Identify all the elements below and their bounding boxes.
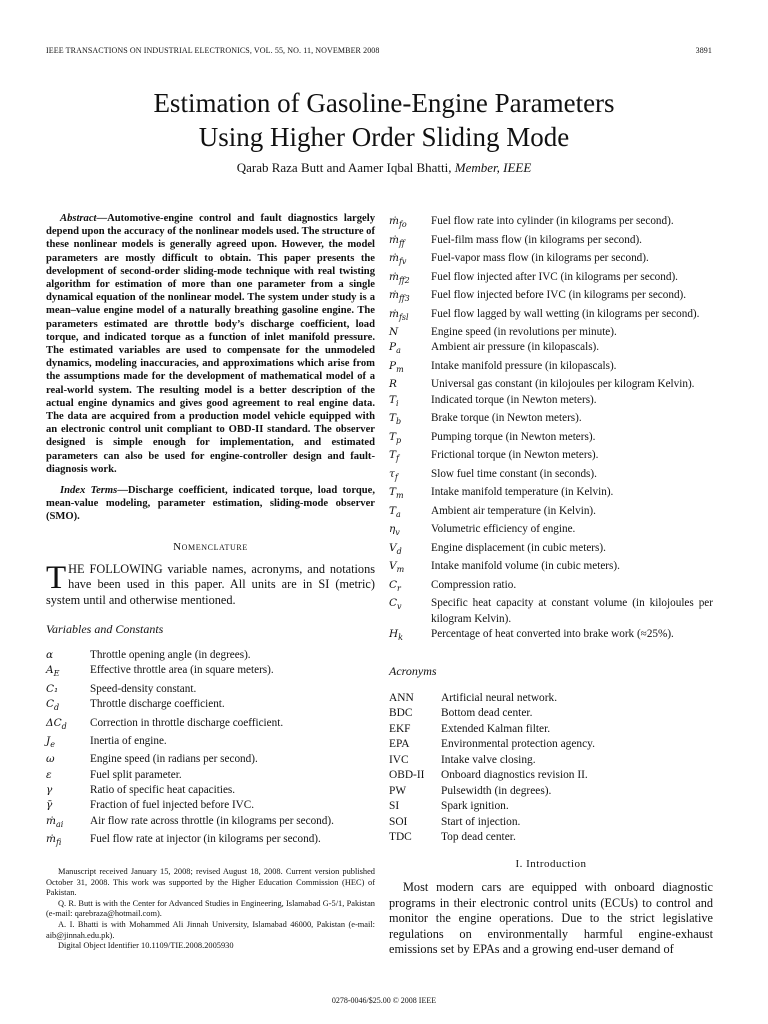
variable-symbol: R xyxy=(389,378,397,391)
nomenclature-entry xyxy=(389,559,713,578)
introduction-text: Most modern cars are equipped with onboard diagnostic programs in their electronic control units (ECUs) to control and monitor the engine operations. Due to the strict legislative regulations on environmentally harmful engine-exhaust emissions set by EPAs and a growing end-user demand of xyxy=(389,880,713,957)
acronym: BDC xyxy=(389,707,413,720)
index-terms xyxy=(46,484,375,524)
nomenclature-entry xyxy=(389,627,713,646)
variable-description: Engine speed (in revolutions per minute). xyxy=(431,326,617,338)
abstract xyxy=(46,212,375,476)
variable-description: Fraction of fuel injected before IVC. xyxy=(90,799,255,812)
variable-symbol: ṁ$_{ff}$ xyxy=(389,233,405,248)
variable-description: Volumetric efficiency of engine. xyxy=(431,523,576,536)
variable-symbol: ṁ$_{ff2}$ xyxy=(389,270,410,285)
variable-symbol: $T_m$ xyxy=(389,486,404,501)
nomenclature-entry xyxy=(46,752,375,767)
footnotes xyxy=(46,866,375,952)
variable-symbol: $\tau_f$ xyxy=(389,467,398,482)
variable-symbol: ṁ$_{fv}$ xyxy=(389,252,407,267)
title-line-1: Estimation of Gasoline-Engine Parameters xyxy=(153,88,615,118)
variable-description: Ambient air temperature (in Kelvin). xyxy=(431,504,596,517)
variable-symbol: $T_p$ xyxy=(389,430,402,445)
variable-symbol: ṁ$_{fi}$ xyxy=(46,832,62,847)
variable-description: Pumping torque (in Newton meters). xyxy=(431,430,596,443)
acronym: ANN xyxy=(389,691,414,704)
title-line-2: Using Higher Order Sliding Mode xyxy=(198,122,570,152)
acronym-entry xyxy=(389,815,713,831)
variable-description: Fuel split parameter. xyxy=(90,768,182,781)
paper-title xyxy=(0,86,768,154)
variable-symbol: ṁ$_{ai}$ xyxy=(46,814,64,829)
nomenclature-entry xyxy=(46,734,375,752)
acronyms-list xyxy=(389,691,713,846)
nomenclature-entry xyxy=(46,697,375,715)
nomenclature-entry xyxy=(46,832,375,850)
variable-description: Indicated torque (in Newton meters). xyxy=(431,393,597,406)
variable-symbol: γ̄ xyxy=(46,799,53,812)
nomenclature-entry xyxy=(389,214,713,233)
variable-description: Throttle opening angle (in degrees). xyxy=(90,649,251,662)
acronym: EKF xyxy=(389,722,411,735)
variable-description: Fuel flow lagged by wall wetting (in kilograms per second). xyxy=(431,307,700,320)
footnote: A. I. Bhatti is with Mohammed Ali Jinnah University, Islamabad 46000, Pakistan (e-mail: aib@jinnah.edu.pk). xyxy=(46,919,375,940)
nomenclature-heading: Nomenclature xyxy=(173,540,248,553)
abstract-lead: Abstract xyxy=(60,213,97,224)
nomenclature-entry xyxy=(46,798,375,813)
nomenclature-entry xyxy=(389,307,713,326)
acronym-description: Pulsewidth (in degrees). xyxy=(441,784,552,797)
variable-symbol: $A_E$ xyxy=(46,664,60,679)
variable-description: Slow fuel time constant (in seconds). xyxy=(431,467,597,480)
variable-symbol: C₁ xyxy=(46,682,59,695)
nomenclature-entry xyxy=(389,448,713,467)
acronym-entry xyxy=(389,799,713,815)
acronym: SI xyxy=(389,800,400,813)
nomenclature-entry xyxy=(389,541,713,560)
acronym: TDC xyxy=(389,831,412,844)
variable-description: Ambient air pressure (in kilopascals). xyxy=(431,341,600,354)
author-membership: Member, IEEE xyxy=(454,160,532,175)
author-names: Qarab Raza Butt and Aamer Iqbal Bhatti, xyxy=(236,160,452,175)
acronym: PW xyxy=(389,784,407,797)
variable-symbol: ṁ$_{fo}$ xyxy=(389,215,407,230)
acronym-description: Extended Kalman filter. xyxy=(441,722,551,735)
left-variables-list xyxy=(46,648,375,850)
variable-description: Frictional torque (in Newton meters). xyxy=(431,449,599,462)
variable-description: Universal gas constant (in kilojoules per kilogram Kelvin). xyxy=(431,378,695,391)
nomenclature-entry xyxy=(46,682,375,697)
variable-symbol: ω xyxy=(46,753,55,766)
acronym: OBD-II xyxy=(389,769,425,782)
variable-description: Fuel flow injected after IVC (in kilograms per second). xyxy=(431,270,678,283)
nomenclature-entry xyxy=(389,578,713,597)
variable-description: Effective throttle area (in square meters). xyxy=(90,664,274,677)
acronym-entry xyxy=(389,768,713,784)
variable-symbol: $C_v$ xyxy=(389,597,402,612)
variable-description: Correction in throttle discharge coefficient. xyxy=(90,716,284,729)
nomenclature-entry xyxy=(389,359,713,378)
variable-symbol: N xyxy=(389,326,399,338)
right-column xyxy=(389,214,713,846)
variable-symbol: $T_a$ xyxy=(389,504,401,519)
left-column xyxy=(46,212,375,850)
footnote: Manuscript received January 15, 2008; revised August 18, 2008. Current version published October 31, 2008. This work was supported by the Higher Education Commission (HEC) of Pakistan. xyxy=(46,867,375,898)
variable-symbol: $C_d$ xyxy=(46,698,60,713)
variable-description: Engine speed (in radians per second). xyxy=(90,753,258,766)
index-terms-lead: Index Terms xyxy=(60,485,118,497)
nomenclature-entry xyxy=(46,814,375,832)
variable-description: Fuel-film mass flow (in kilograms per second). xyxy=(431,233,642,246)
acronym-description: Intake valve closing. xyxy=(441,753,536,766)
abstract-text: —Automotive-engine control and fault diagnostics largely depend upon the accuracy of the nonlinear models used. The structure of these nonlinear models is generally agreed upon. However, the model parameters are mostly difficult to obtain. This paper presents the development of second-order sliding-mode technique with real twisting algorithm for estimation of more than one parameter from a single dynamical equation of the nonlinear model. The system under study is a mean–value engine model of a naturally breathing gasoline engine. The parameters estimated are throttle body’s discharge coefficient, load torque, and indicated torque as a function of inlet manifold pressure. The estimated variables are used to compensate for the unmodeled dynamics, modeling inaccuracies, and approximations which arise from the assumptions made for the development of mathematical model of a real-world system. The resulting model is a better description of the actual engine dynamics and gives good agreement to real engine data. The data are acquired from a production model vehicle equipped with an electronic control unit compliant to OBD-II standard. The observer designed is simple enough for implementation, and estimated parameters can also be used for engine-controller design and fault-diagnosis work. xyxy=(46,213,376,475)
nomenclature-entry xyxy=(46,768,375,783)
variable-description: Percentage of heat converted into brake work (≈25%). xyxy=(431,628,674,641)
acronym-entry xyxy=(389,737,713,753)
variable-description: Intake manifold temperature (in Kelvin). xyxy=(431,486,614,499)
acronym-description: Start of injection. xyxy=(441,815,521,828)
acronym-description: Artificial neural network. xyxy=(441,691,558,704)
variable-description: Fuel flow injected before IVC (in kilograms per second). xyxy=(431,289,687,301)
nomenclature-entry xyxy=(389,485,713,504)
variable-symbol: α xyxy=(46,649,54,662)
nomenclature-intro-text: HE FOLLOWING variable names, acronyms, and notations have been used in this paper. All units are in SI (metric) system until and otherwise mentioned. xyxy=(46,561,375,607)
variable-description: Fuel flow rate into cylinder (in kilograms per second). xyxy=(431,215,674,227)
nomenclature-entry xyxy=(46,716,375,734)
variable-description: Specific heat capacity at constant volume (in kilojoules per kilogram Kelvin). xyxy=(431,597,713,625)
variable-symbol: $T_i$ xyxy=(389,393,399,408)
variable-description: Brake torque (in Newton meters). xyxy=(431,412,582,425)
nomenclature-entry xyxy=(389,251,713,270)
nomenclature-entry xyxy=(389,522,713,541)
nomenclature-entry xyxy=(389,288,713,307)
variable-description: Compression ratio. xyxy=(431,578,517,591)
nomenclature-entry xyxy=(389,233,713,252)
variable-symbol: γ xyxy=(46,783,53,796)
nomenclature-entry xyxy=(389,467,713,486)
variable-description: Engine displacement (in cubic meters). xyxy=(431,541,606,554)
acronym-entry xyxy=(389,691,713,707)
nomenclature-entry xyxy=(389,377,713,392)
drop-cap: T xyxy=(46,559,67,596)
variable-description: Fuel-vapor mass flow (in kilograms per second). xyxy=(431,252,649,264)
journal-info: IEEE TRANSACTIONS ON INDUSTRIAL ELECTRONICS, VOL. 55, NO. 11, NOVEMBER 2008 xyxy=(46,46,380,55)
variable-symbol: $H_k$ xyxy=(389,628,404,643)
acronym-description: Spark ignition. xyxy=(441,800,509,813)
acronym-entry xyxy=(389,784,713,800)
right-variables-list xyxy=(389,214,713,646)
nomenclature-entry xyxy=(46,783,375,798)
index-terms-text: —Discharge coefficient, indicated torque, load torque, mean-value modeling, parameter estimation, sliding-mode observer (SMO). xyxy=(46,485,375,523)
variables-heading: Variables and Constants xyxy=(46,622,164,637)
variable-symbol: $C_r$ xyxy=(389,578,401,593)
acronym-description: Onboard diagnostics revision II. xyxy=(441,769,588,782)
acronym-description: Bottom dead center. xyxy=(441,707,533,720)
variable-symbol: $V_d$ xyxy=(389,541,402,556)
authors xyxy=(0,160,768,176)
variable-description: Ratio of specific heat capacities. xyxy=(90,783,236,796)
acronym: EPA xyxy=(389,738,410,751)
variable-symbol: $T_b$ xyxy=(389,412,402,427)
variable-description: Inertia of engine. xyxy=(90,734,167,747)
variable-symbol: $T_f$ xyxy=(389,449,399,464)
variable-description: Fuel flow rate at injector (in kilograms per second). xyxy=(90,832,321,845)
acronym-description: Environmental protection agency. xyxy=(441,738,595,751)
nomenclature-entry xyxy=(46,648,375,663)
variable-description: Throttle discharge coefficient. xyxy=(90,698,225,711)
variable-symbol: $P_a$ xyxy=(389,341,401,356)
introduction-section xyxy=(389,858,713,958)
page-number: 3891 xyxy=(695,46,712,55)
variable-symbol: $P_m$ xyxy=(389,359,404,374)
variable-description: Speed-density constant. xyxy=(90,682,197,695)
acronym-description: Top dead center. xyxy=(441,831,516,844)
copyright-footer: 0278-0046/$25.00 © 2008 IEEE xyxy=(331,996,437,1005)
nomenclature-entry xyxy=(389,325,713,340)
acronyms-heading: Acronyms xyxy=(389,663,437,678)
variable-symbol: ε xyxy=(46,768,52,781)
acronym: IVC xyxy=(389,753,409,766)
nomenclature-entry xyxy=(389,411,713,430)
nomenclature-entry xyxy=(389,340,713,359)
nomenclature-entry xyxy=(389,504,713,523)
footnote: Digital Object Identifier 10.1109/TIE.2008.2005930 xyxy=(58,941,234,951)
footnote: Q. R. Butt is with the Center for Advanced Studies in Engineering, Islamabad G-5/1, Pakistan (e-mail: qarebraza@hotmail.com). xyxy=(46,898,375,919)
variable-symbol: ṁ$_{fsl}$ xyxy=(389,307,409,322)
nomenclature-entry xyxy=(389,596,713,627)
variable-symbol: $J_e$ xyxy=(46,734,55,750)
acronym-entry xyxy=(389,706,713,722)
variable-description: Intake manifold volume (in cubic meters). xyxy=(431,560,620,573)
nomenclature-entry xyxy=(389,430,713,449)
variable-description: Intake manifold pressure (in kilopascals). xyxy=(431,359,617,372)
variable-symbol: ṁ$_{ff3}$ xyxy=(389,289,410,304)
acronym-entry xyxy=(389,830,713,846)
acronym: SOI xyxy=(389,815,408,828)
nomenclature-intro xyxy=(46,559,375,609)
running-header xyxy=(46,46,712,60)
variable-symbol: $V_m$ xyxy=(389,560,405,575)
nomenclature-entry xyxy=(389,393,713,412)
variable-symbol: $\Delta C_d$ xyxy=(46,716,67,731)
introduction-heading: I. Introduction xyxy=(515,858,587,870)
variable-description: Air flow rate across throttle (in kilograms per second). xyxy=(90,814,334,827)
nomenclature-entry xyxy=(389,270,713,289)
acronym-entry xyxy=(389,753,713,769)
acronym-entry xyxy=(389,722,713,738)
nomenclature-entry xyxy=(46,663,375,681)
variable-symbol: $\eta_v$ xyxy=(389,523,400,538)
